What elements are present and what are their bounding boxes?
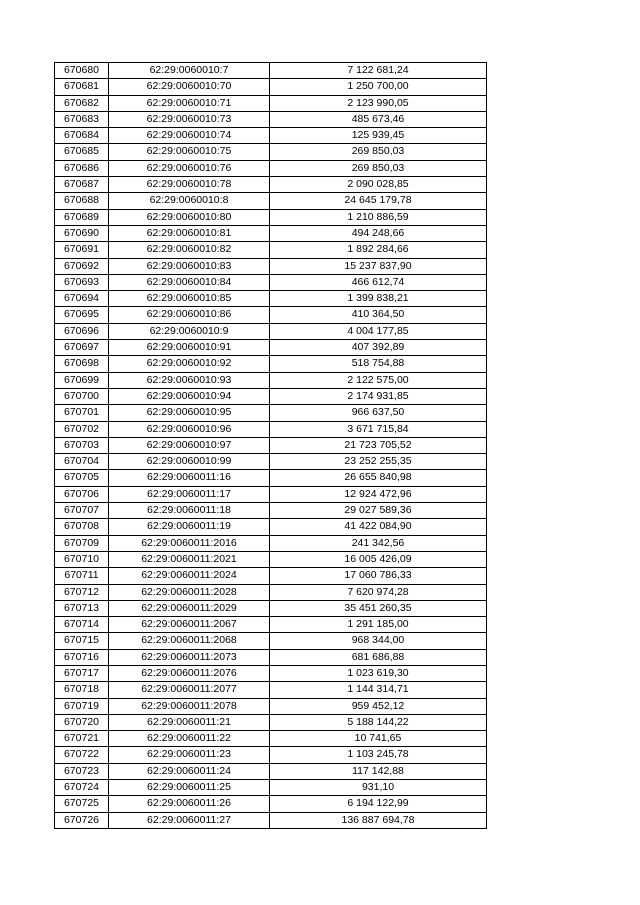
table-row	[55, 225, 487, 241]
cadastral-number-cell: 62:29:0060011:2076	[109, 665, 270, 681]
cadastral-value-cell: 21 723 705,52	[270, 437, 487, 453]
row-number-cell: 670705	[55, 470, 109, 486]
cadastral-number-cell: 62:29:0060011:2024	[109, 568, 270, 584]
cadastral-value-cell: 16 005 426,09	[270, 551, 487, 567]
row-number-cell: 670702	[55, 421, 109, 437]
row-number-cell: 670681	[55, 79, 109, 95]
row-number-cell: 670685	[55, 144, 109, 160]
row-number-cell: 670722	[55, 747, 109, 763]
cadastral-number-cell: 62:29:0060011:16	[109, 470, 270, 486]
cadastral-value-cell: 2 174 931,85	[270, 388, 487, 404]
row-number-cell: 670688	[55, 193, 109, 209]
row-number-cell: 670693	[55, 274, 109, 290]
table-row	[55, 665, 487, 681]
row-number-cell: 670699	[55, 372, 109, 388]
table-row	[55, 63, 487, 79]
row-number-cell: 670680	[55, 63, 109, 79]
cadastral-value-cell: 26 655 840,98	[270, 470, 487, 486]
cadastral-value-cell: 23 252 255,35	[270, 454, 487, 470]
cadastral-number-cell: 62:29:0060011:2077	[109, 682, 270, 698]
cadastral-value-cell: 1 892 284,66	[270, 242, 487, 258]
cadastral-number-cell: 62:29:0060011:18	[109, 503, 270, 519]
cadastral-number-cell: 62:29:0060011:2016	[109, 535, 270, 551]
cadastral-number-cell: 62:29:0060010:71	[109, 95, 270, 111]
table-row	[55, 486, 487, 502]
cadastral-value-cell: 6 194 122,99	[270, 796, 487, 812]
cadastral-value-cell: 2 122 575,00	[270, 372, 487, 388]
row-number-cell: 670726	[55, 812, 109, 828]
row-number-cell: 670706	[55, 486, 109, 502]
row-number-cell: 670687	[55, 177, 109, 193]
cadastral-value-cell: 269 850,03	[270, 144, 487, 160]
table-row	[55, 340, 487, 356]
table-row	[55, 503, 487, 519]
cadastral-number-cell: 62:29:0060011:2067	[109, 617, 270, 633]
cadastral-value-cell: 1 291 185,00	[270, 617, 487, 633]
cadastral-value-cell: 24 645 179,78	[270, 193, 487, 209]
table-row	[55, 128, 487, 144]
row-number-cell: 670686	[55, 160, 109, 176]
cadastral-number-cell: 62:29:0060010:9	[109, 323, 270, 339]
table-row	[55, 551, 487, 567]
cadastral-value-cell: 7 620 974,28	[270, 584, 487, 600]
cadastral-value-cell: 2 123 990,05	[270, 95, 487, 111]
cadastral-number-cell: 62:29:0060010:76	[109, 160, 270, 176]
row-number-cell: 670721	[55, 731, 109, 747]
row-number-cell: 670723	[55, 763, 109, 779]
cadastral-value-cell: 269 850,03	[270, 160, 487, 176]
row-number-cell: 670696	[55, 323, 109, 339]
cadastral-number-cell: 62:29:0060010:78	[109, 177, 270, 193]
table-row	[55, 633, 487, 649]
cadastral-number-cell: 62:29:0060011:26	[109, 796, 270, 812]
cadastral-number-cell: 62:29:0060010:94	[109, 388, 270, 404]
table-row	[55, 177, 487, 193]
table-row	[55, 600, 487, 616]
table-row	[55, 356, 487, 372]
cadastral-value-cell: 1 144 314,71	[270, 682, 487, 698]
table-row	[55, 307, 487, 323]
cadastral-value-cell: 3 671 715,84	[270, 421, 487, 437]
row-number-cell: 670708	[55, 519, 109, 535]
cadastral-value-cell: 7 122 681,24	[270, 63, 487, 79]
table-row	[55, 372, 487, 388]
table-row	[55, 274, 487, 290]
row-number-cell: 670713	[55, 600, 109, 616]
table-row	[55, 780, 487, 796]
row-number-cell: 670700	[55, 388, 109, 404]
row-number-cell: 670712	[55, 584, 109, 600]
row-number-cell: 670718	[55, 682, 109, 698]
cadastral-value-cell: 1 210 886,59	[270, 209, 487, 225]
table-row	[55, 812, 487, 828]
table-row	[55, 421, 487, 437]
table-row	[55, 323, 487, 339]
row-number-cell: 670701	[55, 405, 109, 421]
cadastral-number-cell: 62:29:0060010:75	[109, 144, 270, 160]
cadastral-number-cell: 62:29:0060010:91	[109, 340, 270, 356]
table-row	[55, 763, 487, 779]
cadastral-number-cell: 62:29:0060011:22	[109, 731, 270, 747]
cadastral-value-cell: 241 342,56	[270, 535, 487, 551]
table-row	[55, 437, 487, 453]
table-row	[55, 698, 487, 714]
cadastral-number-cell: 62:29:0060011:25	[109, 780, 270, 796]
cadastral-value-cell: 1 250 700,00	[270, 79, 487, 95]
cadastral-value-cell: 125 939,45	[270, 128, 487, 144]
table-row	[55, 649, 487, 665]
cadastral-number-cell: 62:29:0060011:2029	[109, 600, 270, 616]
table-row	[55, 388, 487, 404]
cadastral-number-cell: 62:29:0060011:2028	[109, 584, 270, 600]
row-number-cell: 670684	[55, 128, 109, 144]
cadastral-number-cell: 62:29:0060010:81	[109, 225, 270, 241]
cadastral-number-cell: 62:29:0060011:2073	[109, 649, 270, 665]
cadastral-value-cell: 518 754,88	[270, 356, 487, 372]
table-row	[55, 731, 487, 747]
cadastral-number-cell: 62:29:0060010:99	[109, 454, 270, 470]
table-row	[55, 209, 487, 225]
cadastral-value-cell: 17 060 786,33	[270, 568, 487, 584]
cadastral-number-cell: 62:29:0060010:84	[109, 274, 270, 290]
row-number-cell: 670703	[55, 437, 109, 453]
table-row	[55, 193, 487, 209]
row-number-cell: 670711	[55, 568, 109, 584]
row-number-cell: 670704	[55, 454, 109, 470]
cadastral-number-cell: 62:29:0060011:21	[109, 714, 270, 730]
row-number-cell: 670690	[55, 225, 109, 241]
cadastral-number-cell: 62:29:0060010:7	[109, 63, 270, 79]
table-row	[55, 568, 487, 584]
cadastral-value-cell: 681 686,88	[270, 649, 487, 665]
row-number-cell: 670691	[55, 242, 109, 258]
table-row	[55, 160, 487, 176]
cadastral-value-cell: 494 248,66	[270, 225, 487, 241]
row-number-cell: 670716	[55, 649, 109, 665]
cadastral-number-cell: 62:29:0060011:23	[109, 747, 270, 763]
table-row	[55, 144, 487, 160]
row-number-cell: 670683	[55, 111, 109, 127]
cadastral-number-cell: 62:29:0060010:86	[109, 307, 270, 323]
row-number-cell: 670709	[55, 535, 109, 551]
cadastral-value-cell: 35 451 260,35	[270, 600, 487, 616]
table-row	[55, 714, 487, 730]
row-number-cell: 670697	[55, 340, 109, 356]
cadastral-number-cell: 62:29:0060011:2078	[109, 698, 270, 714]
cadastral-number-cell: 62:29:0060010:73	[109, 111, 270, 127]
table-row	[55, 291, 487, 307]
cadastral-value-cell: 407 392,89	[270, 340, 487, 356]
cadastral-value-cell: 10 741,65	[270, 731, 487, 747]
cadastral-value-cell: 1 023 619,30	[270, 665, 487, 681]
cadastral-value-cell: 931,10	[270, 780, 487, 796]
cadastral-value-cell: 4 004 177,85	[270, 323, 487, 339]
cadastral-number-cell: 62:29:0060010:93	[109, 372, 270, 388]
table-row	[55, 79, 487, 95]
cadastral-value-cell: 41 422 084,90	[270, 519, 487, 535]
row-number-cell: 670698	[55, 356, 109, 372]
table-row	[55, 584, 487, 600]
cadastral-number-cell: 62:29:0060011:17	[109, 486, 270, 502]
cadastral-number-cell: 62:29:0060010:96	[109, 421, 270, 437]
table-row	[55, 535, 487, 551]
cadastral-value-cell: 959 452,12	[270, 698, 487, 714]
cadastral-value-cell: 29 027 589,36	[270, 503, 487, 519]
cadastral-value-cell: 1 103 245,78	[270, 747, 487, 763]
cadastral-value-cell: 15 237 837,90	[270, 258, 487, 274]
table-row	[55, 747, 487, 763]
cadastral-number-cell: 62:29:0060011:2068	[109, 633, 270, 649]
table-row	[55, 470, 487, 486]
cadastral-number-cell: 62:29:0060010:92	[109, 356, 270, 372]
cadastral-number-cell: 62:29:0060011:24	[109, 763, 270, 779]
cadastral-value-cell: 2 090 028,85	[270, 177, 487, 193]
cadastral-number-cell: 62:29:0060010:95	[109, 405, 270, 421]
table-body	[55, 63, 487, 829]
cadastral-number-cell: 62:29:0060010:82	[109, 242, 270, 258]
row-number-cell: 670692	[55, 258, 109, 274]
cadastral-value-cell: 5 188 144,22	[270, 714, 487, 730]
table-row	[55, 519, 487, 535]
cadastral-number-cell: 62:29:0060010:74	[109, 128, 270, 144]
cadastral-number-cell: 62:29:0060010:80	[109, 209, 270, 225]
cadastral-value-cell: 136 887 694,78	[270, 812, 487, 828]
table-row	[55, 796, 487, 812]
cadastral-value-cell: 485 673,46	[270, 111, 487, 127]
table-row	[55, 95, 487, 111]
row-number-cell: 670695	[55, 307, 109, 323]
row-number-cell: 670715	[55, 633, 109, 649]
cadastral-value-cell: 410 364,50	[270, 307, 487, 323]
row-number-cell: 670707	[55, 503, 109, 519]
row-number-cell: 670694	[55, 291, 109, 307]
cadastral-value-cell: 968 344,00	[270, 633, 487, 649]
cadastral-value-cell: 966 637,50	[270, 405, 487, 421]
cadastral-number-cell: 62:29:0060010:70	[109, 79, 270, 95]
cadastral-value-table	[54, 62, 487, 829]
cadastral-number-cell: 62:29:0060010:8	[109, 193, 270, 209]
row-number-cell: 670689	[55, 209, 109, 225]
cadastral-number-cell: 62:29:0060010:83	[109, 258, 270, 274]
table-row	[55, 454, 487, 470]
cadastral-value-cell: 12 924 472,96	[270, 486, 487, 502]
table-row	[55, 111, 487, 127]
table-row	[55, 258, 487, 274]
row-number-cell: 670724	[55, 780, 109, 796]
cadastral-value-cell: 117 142,88	[270, 763, 487, 779]
row-number-cell: 670719	[55, 698, 109, 714]
table-row	[55, 242, 487, 258]
cadastral-number-cell: 62:29:0060011:2021	[109, 551, 270, 567]
table-row	[55, 617, 487, 633]
cadastral-number-cell: 62:29:0060010:85	[109, 291, 270, 307]
cadastral-number-cell: 62:29:0060010:97	[109, 437, 270, 453]
cadastral-number-cell: 62:29:0060011:27	[109, 812, 270, 828]
table-row	[55, 682, 487, 698]
cadastral-value-cell: 1 399 838,21	[270, 291, 487, 307]
table-row	[55, 405, 487, 421]
cadastral-value-cell: 466 612,74	[270, 274, 487, 290]
row-number-cell: 670714	[55, 617, 109, 633]
row-number-cell: 670720	[55, 714, 109, 730]
row-number-cell: 670725	[55, 796, 109, 812]
row-number-cell: 670682	[55, 95, 109, 111]
cadastral-number-cell: 62:29:0060011:19	[109, 519, 270, 535]
row-number-cell: 670717	[55, 665, 109, 681]
row-number-cell: 670710	[55, 551, 109, 567]
